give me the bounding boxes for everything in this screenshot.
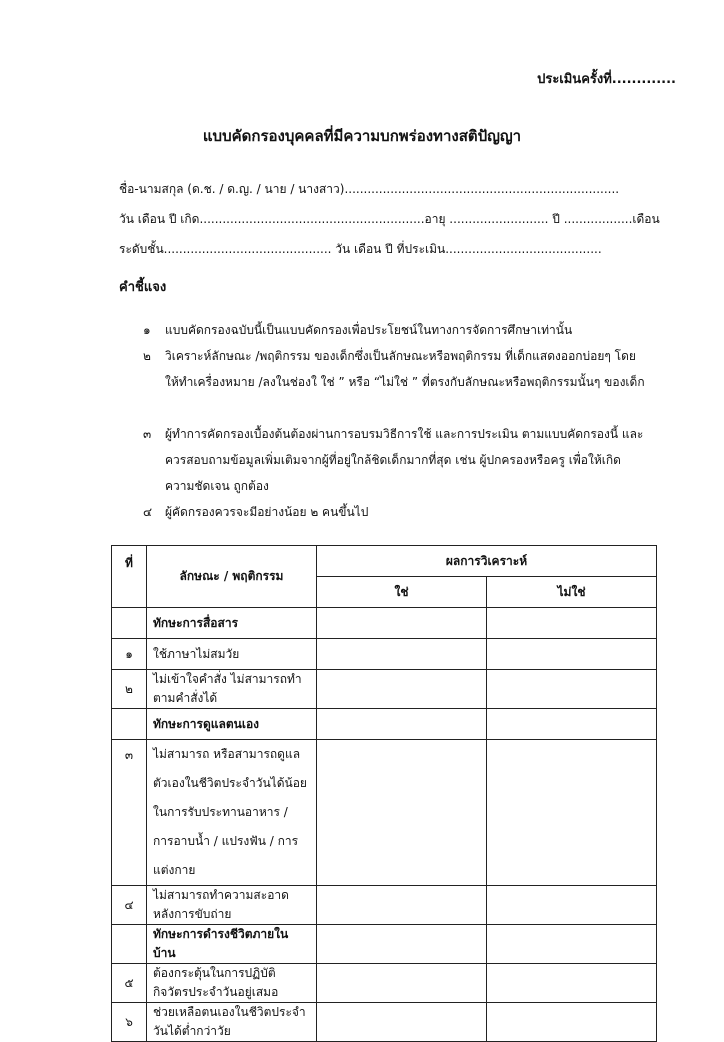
instruction-text: แบบคัดกรองฉบับนี้เป็นแบบคัดกรองเพื่อประโยชน์ในทางการจัดการศึกษาเท่านั้น: [165, 323, 573, 337]
no-cell[interactable]: [487, 670, 657, 709]
yes-cell[interactable]: [317, 608, 487, 639]
table-row: [112, 639, 657, 670]
column-header-no: ไม่ใช่: [487, 577, 657, 608]
yes-cell[interactable]: [317, 1003, 487, 1042]
yes-cell[interactable]: [317, 886, 487, 925]
section-number-cell: [112, 709, 147, 740]
table-row: [112, 740, 657, 886]
no-cell[interactable]: [487, 1003, 657, 1042]
no-cell[interactable]: [487, 740, 657, 886]
section-row: [112, 925, 657, 964]
yes-cell[interactable]: [317, 740, 487, 886]
table-row: [112, 1003, 657, 1042]
birthdate-field-line: วัน เดือน ปี เกิด...........................................................อายุ .......................... ปี ..................เดือน: [119, 212, 660, 226]
row-number: ๕: [112, 964, 147, 1003]
instruction-text: วิเคราะห์ลักษณะ /พฤติกรรม ของเด็กซึ่งเป็นลักษณะหรือพฤติกรรม ที่เด็กแสดงออกบ่อยๆ โดยให้ทำเครื่องหมาย /ลงในช่องใ ใช่ ” หรือ “ไม่ใช่ ” ที่ตรงกับลักษณะหรือพฤติกรรมนั้นๆ ของเด็ก: [165, 349, 645, 389]
no-cell[interactable]: [487, 886, 657, 925]
page-title: แบบคัดกรองบุคคลที่มีความบกพร่องทางสติปัญญา: [202, 127, 522, 145]
section-title: ทักษะการดูแลตนเอง: [147, 709, 317, 740]
column-header-behavior: ลักษณะ / พฤติกรรม: [147, 546, 317, 608]
screening-table: [111, 545, 657, 1042]
yes-cell[interactable]: [317, 709, 487, 740]
level-field-line: ระดับชั้น............................................ วัน เดือน ปี ที่ประเมิน.........................................: [119, 242, 602, 256]
row-text: ช่วยเหลือตนเองในชีวิตประจำวันได้ต่ำกว่าวัย: [147, 1003, 317, 1042]
row-number: ๔: [112, 886, 147, 925]
instruction-number: ๓: [143, 427, 152, 441]
no-cell[interactable]: [487, 639, 657, 670]
yes-cell[interactable]: [317, 964, 487, 1003]
section-row: [112, 709, 657, 740]
row-text: ไม่สามารถ หรือสามารถดูแลตัวเองในชีวิตประจำวันได้น้อย ในการรับประทานอาหาร / การอาบน้ำ / แปรงฟัน / การแต่งกาย: [147, 740, 317, 886]
no-cell[interactable]: [487, 608, 657, 639]
section-number-cell: [112, 925, 147, 964]
instruction-text: ผู้คัดกรองควรจะมีอย่างน้อย ๒ คนขึ้นไป: [165, 505, 369, 519]
instruction-number: ๒: [143, 349, 151, 363]
section-title: ทักษะการสื่อสาร: [147, 608, 317, 639]
table-row: [112, 670, 657, 709]
row-number: ๑: [112, 639, 147, 670]
yes-cell[interactable]: [317, 639, 487, 670]
assessment-number-label: ประเมินครั้งที่.............: [537, 72, 676, 87]
row-number: ๖: [112, 1003, 147, 1042]
section-title: ทักษะการดำรงชีวิตภายในบ้าน: [147, 925, 317, 964]
no-cell[interactable]: [487, 964, 657, 1003]
yes-cell[interactable]: [317, 925, 487, 964]
column-header-yes: ใช่: [317, 577, 487, 608]
no-cell[interactable]: [487, 925, 657, 964]
row-text: ต้องกระตุ้นในการปฏิบัติกิจวัตรประจำวันอยู่เสมอ: [147, 964, 317, 1003]
section-row: [112, 608, 657, 639]
name-field-line: ชื่อ-นามสกุล (ด.ช. / ด.ญ. / นาย / นางสาว)........................................................................: [119, 182, 620, 196]
column-header-result: ผลการวิเคราะห์: [317, 546, 657, 577]
row-text: ไม่สามารถทำความสะอาดหลังการขับถ่าย: [147, 886, 317, 925]
row-number: ๒: [112, 670, 147, 709]
instruction-text: ผู้ทำการคัดกรองเบื้องต้นต้องผ่านการอบรมวิธีการใช้ และการประเมิน ตามแบบคัดกรองนี้ และควรสอบถามข้อมูลเพิ่มเติมจากผู้ที่อยู่ใกล้ชิดเด็กมากที่สุด เช่น ผู้ปกครองหรือครู เพื่อให้เกิดความชัดเจน ถูกต้อง: [165, 427, 644, 493]
section-number-cell: [112, 608, 147, 639]
column-header-number: ที่: [112, 546, 147, 608]
instructions-heading: คำชี้แจง: [119, 280, 167, 295]
yes-cell[interactable]: [317, 670, 487, 709]
instruction-number: ๑: [143, 323, 151, 337]
row-text: ใช้ภาษาไม่สมวัย: [147, 639, 317, 670]
table-row: [112, 886, 657, 925]
instruction-number: ๔: [143, 505, 153, 519]
row-text: ไม่เข้าใจคำสั่ง ไม่สามารถทำตามคำสั่งได้: [147, 670, 317, 709]
row-number: ๓: [112, 740, 147, 886]
table-row: [112, 964, 657, 1003]
no-cell[interactable]: [487, 709, 657, 740]
